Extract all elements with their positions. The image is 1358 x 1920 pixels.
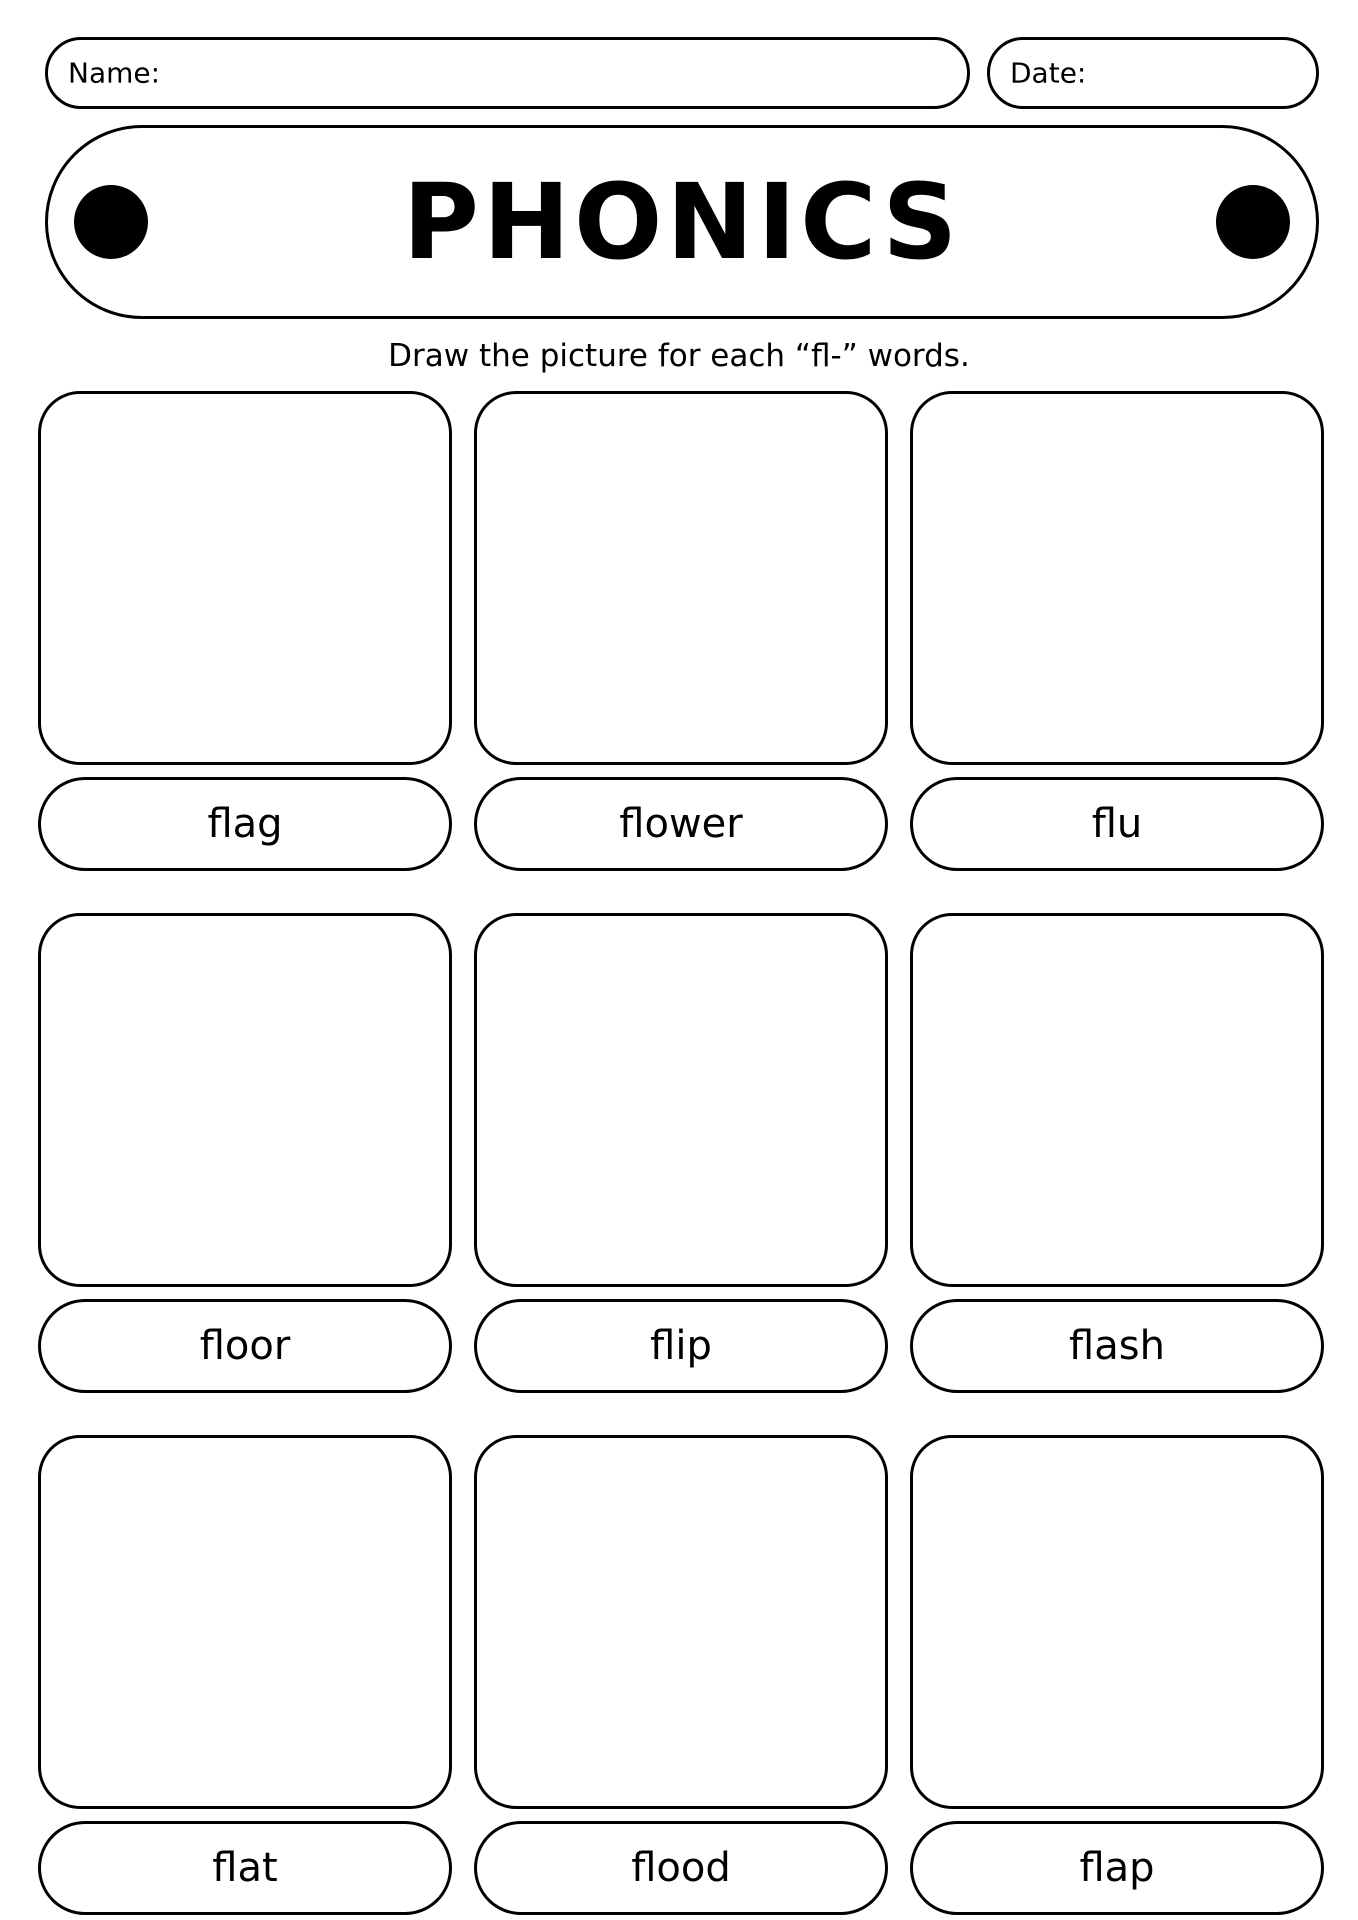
- word-cell: [38, 391, 452, 871]
- word-label: flat: [38, 1821, 452, 1915]
- drawing-box[interactable]: [38, 1435, 452, 1809]
- word-cell: [474, 391, 888, 871]
- word-label: flap: [910, 1821, 1324, 1915]
- word-cell: [474, 913, 888, 1393]
- drawing-box[interactable]: [38, 913, 452, 1287]
- word-cell: [38, 913, 452, 1393]
- drawing-box[interactable]: [474, 1435, 888, 1809]
- word-label: flag: [38, 777, 452, 871]
- date-label: Date:: [1010, 56, 1087, 90]
- word-label: flash: [910, 1299, 1324, 1393]
- word-cell: [910, 1435, 1324, 1915]
- word-cell: [910, 391, 1324, 871]
- drawing-box[interactable]: [474, 913, 888, 1287]
- instruction-text: Draw the picture for each “fl-” words.: [388, 338, 970, 374]
- word-cell: [910, 913, 1324, 1393]
- page-title: PHONICS: [402, 161, 962, 283]
- drawing-box[interactable]: [910, 1435, 1324, 1809]
- drawing-box[interactable]: [910, 391, 1324, 765]
- word-grid: [38, 391, 1324, 1915]
- drawing-box[interactable]: [910, 913, 1324, 1287]
- drawing-box[interactable]: [38, 391, 452, 765]
- word-cell: [474, 1435, 888, 1915]
- word-cell: [38, 1435, 452, 1915]
- drawing-box[interactable]: [474, 391, 888, 765]
- word-label: flip: [474, 1299, 888, 1393]
- date-field[interactable]: [987, 37, 1319, 109]
- word-label: flood: [474, 1821, 888, 1915]
- word-label: floor: [38, 1299, 452, 1393]
- word-label: flu: [910, 777, 1324, 871]
- right-dot-icon: [1216, 185, 1290, 259]
- word-label: flower: [474, 777, 888, 871]
- title-banner: [45, 125, 1319, 319]
- name-field[interactable]: [45, 37, 970, 109]
- name-label: Name:: [68, 56, 161, 90]
